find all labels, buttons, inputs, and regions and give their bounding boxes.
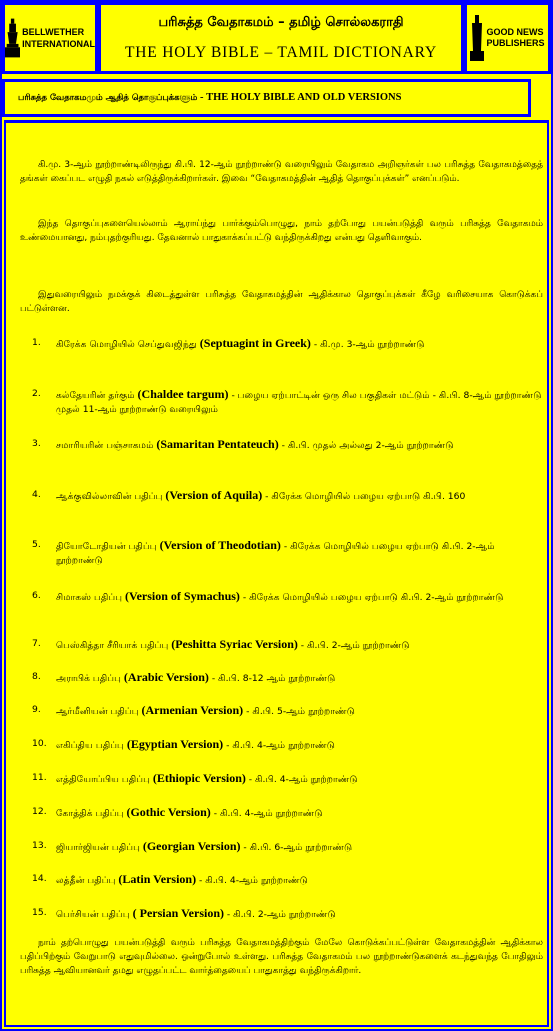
version-english-name: (Septuagint in Greek)	[199, 336, 311, 350]
version-tamil-name: சமாரியரின் பஞ்சாகமம்	[56, 440, 157, 451]
version-english-name: ( Persian Version)	[132, 906, 224, 920]
version-number: 12.	[32, 806, 47, 817]
version-english-name: (Arabic Version)	[123, 670, 209, 684]
version-english-name: (Georgian Version)	[142, 839, 241, 853]
version-tamil-name: தியோடோதியன் பதிப்பு	[56, 541, 160, 552]
title-box	[98, 2, 464, 74]
version-number: 13.	[32, 840, 47, 851]
version-tamil-name: ஜியார்ஜியன் பதிப்பு	[56, 842, 143, 853]
version-text	[56, 387, 543, 417]
version-number: 6.	[32, 590, 41, 601]
version-date: - கி.பி. 4-ஆம் நூற்றாண்டு	[223, 740, 335, 751]
intro-paragraph-1: கி.மு. 3-ஆம் நூற்றாண்டிலிருந்து கி.பி. 12-ஆம் நூற்றாண்டு வரையிலும் வேதாகம அறிஞர்கள் பல பரிசுத்த வேதாகமத்தைத் தங்கள் கைப்பட எழுதி நகல் எடுத்திருக்கிறார்கள். இவை “வேதாகமத்தின் ஆதித் தொகுப்புக்கள்” எனப்படும்.	[20, 160, 543, 184]
section-heading-separator: -	[197, 92, 207, 103]
version-date: - கிரேக்க மொழியில் பழைய ஏற்பாடு கி.பி. 160	[262, 491, 466, 502]
right-logo-line2: PUBLISHERS	[486, 38, 545, 48]
version-list-item	[32, 589, 543, 605]
version-date: - கி.பி. 8-12 ஆம் நூற்றாண்டு	[208, 673, 336, 684]
version-tamil-name: பெர்சியன் பதிப்பு	[56, 909, 133, 920]
version-date: - பழைய ஏற்பாட்டின் ஒரு சில பகுதிகள் மட்டும் - கி.பி. 8-ஆம் நூற்றாண்டு முதல் 11-ஆம் நூற்றாண்டு வரையிலும்	[56, 390, 542, 415]
version-date: - கி.பி. 4-ஆம் நூற்றாண்டு	[196, 875, 308, 886]
version-text	[56, 839, 543, 855]
version-date: - கி.பி. 4-ஆம் நூற்றாண்டு	[245, 774, 358, 785]
bell-tower-icon	[5, 15, 20, 61]
title-tamil: பரிசுத்த வேதாகமம் – தமிழ் சொல்லகராதி	[158, 15, 404, 30]
left-logo-line1: BELLWETHER	[22, 27, 85, 37]
version-text	[56, 703, 543, 719]
version-date: - கி.மு. 3-ஆம் நூற்றாண்டு	[310, 339, 425, 350]
version-date: - கி.பி. 2-ஆம் நூற்றாண்டு	[297, 640, 410, 651]
version-list-item	[32, 437, 543, 453]
section-heading	[2, 79, 531, 117]
tower-icon	[470, 15, 484, 61]
version-number: 2.	[32, 388, 41, 399]
version-english-name: (Chaldee targum)	[137, 387, 229, 401]
version-english-name: (Armenian Version)	[141, 703, 244, 717]
version-english-name: (Samaritan Pentateuch)	[156, 437, 279, 451]
good-news-logo	[464, 2, 551, 74]
version-date: - கி.பி. 2-ஆம் நூற்றாண்டு	[224, 909, 336, 920]
version-tamil-name: எத்தியோப்பிய பதிப்பு	[56, 774, 153, 785]
version-text	[56, 737, 543, 753]
version-tamil-name: சிமாகஸ் பதிப்பு	[56, 592, 126, 603]
version-text	[56, 805, 543, 821]
version-tamil-name: கிரேக்க மொழியில் செப்துவஜிந்து	[56, 339, 200, 350]
version-list-item	[32, 637, 543, 653]
version-number: 8.	[32, 671, 41, 682]
version-list-item	[32, 488, 543, 504]
version-number: 9.	[32, 704, 41, 715]
content-box	[4, 120, 549, 1027]
version-tamil-name: ஆக்குவில்லாவின் பதிப்பு	[56, 491, 166, 502]
version-text	[56, 336, 543, 352]
version-english-name: (Ethiopic Version)	[152, 771, 246, 785]
version-english-name: (Peshitta Syriac Version)	[171, 637, 298, 651]
version-english-name: (Latin Version)	[118, 872, 197, 886]
right-logo-line1: GOOD NEWS	[486, 27, 544, 37]
version-english-name: (Version of Symachus)	[125, 589, 240, 603]
version-list-item	[32, 336, 543, 352]
version-number: 15.	[32, 907, 47, 918]
version-date: - கிரேக்க மொழியில் பழைய ஏற்பாடு கி.பி. 2-ஆம் நூற்றாண்டு	[56, 541, 495, 566]
left-logo-line2: INTERNATIONAL	[22, 39, 95, 49]
version-list-item	[32, 771, 543, 787]
closing-paragraph: நாம் தற்பொழுது பயன்படுத்தி வரும் பரிசுத்த வேதாகமத்திற்கும் மேலே கொடுக்கப்பட்டுள்ள வேதாகமத்தின் ஆதிக்கால பதிப்பிற்கும் வேறுபாடு எதுவுமில்லை. ஒன்றுபோல் உள்ளது. பரிசுத்த வேதாகமம் பல நூற்றாண்டுகளைக் கடந்துவந்த போதிலும் பரிசுத்த ஆவியானவர் தமது எழுதப்பட்ட வார்த்தையைப் பாதுகாத்து வந்திருக்கிறார்.	[20, 938, 543, 976]
version-list-item	[32, 387, 543, 417]
title-english: THE HOLY BIBLE – TAMIL DICTIONARY	[125, 44, 437, 61]
version-list-item	[32, 906, 543, 922]
version-text	[56, 488, 543, 504]
version-tamil-name: எகிப்திய பதிப்பு	[56, 740, 127, 751]
intro-paragraph-3: இதுவரையிலும் நமக்குக் கிடைத்துள்ள பரிசுத்த வேதாகமத்தின் ஆதிக்கால தொகுப்புக்கள் கீழே வரிசையாக கொடுக்கப் பட்டுள்ளன.	[20, 290, 543, 314]
version-date: - கி.பி. 5-ஆம் நூற்றாண்டு	[243, 706, 355, 717]
version-tamil-name: கோத்திக் பதிப்பு	[56, 808, 127, 819]
version-tamil-name: அராபிக் பதிப்பு	[56, 673, 124, 684]
version-text	[56, 872, 543, 888]
version-text	[56, 589, 543, 605]
version-text	[56, 771, 543, 787]
version-number: 3.	[32, 438, 41, 449]
version-list-item	[32, 872, 543, 888]
version-list-item	[32, 805, 543, 821]
version-english-name: (Version of Theodotian)	[159, 538, 281, 552]
version-list-item	[32, 703, 543, 719]
version-tamil-name: ஆர்மீனியன் பதிப்பு	[56, 706, 142, 717]
version-text	[56, 538, 543, 568]
version-text	[56, 437, 543, 453]
version-number: 14.	[32, 873, 47, 884]
version-number: 4.	[32, 489, 41, 500]
version-text	[56, 906, 543, 922]
version-date: - கி.பி. முதல் அல்லது 2-ஆம் நூற்றாண்டு	[278, 440, 454, 451]
intro-paragraph-2: இந்த தொகுப்புகளையெல்லாம் ஆராய்ந்து பார்க்கும்பொழுது, நாம் தற்போது பயன்படுத்தி வரும் பரிசுத்த வேதாகமம் உண்மையானது, நம்புதற்குரியது. தேவனால் பாதுகாக்கப்பட்டு வந்திருக்கிறது என்பது தெளிவாகும்.	[20, 219, 543, 243]
version-number: 7.	[32, 638, 41, 649]
version-number: 11.	[32, 772, 47, 783]
section-heading-english: THE HOLY BIBLE AND OLD VERSIONS	[206, 92, 402, 103]
version-tamil-name: லத்தீன் பதிப்பு	[56, 875, 119, 886]
version-english-name: (Gothic Version)	[126, 805, 211, 819]
version-english-name: (Egyptian Version)	[126, 737, 224, 751]
version-list-item	[32, 538, 543, 568]
version-text	[56, 637, 543, 653]
version-date: - கி.பி. 6-ஆம் நூற்றாண்டு	[240, 842, 353, 853]
version-tamil-name: பெஸ்கித்தா சீரியாக் பதிப்பு	[56, 640, 172, 651]
version-text	[56, 670, 543, 686]
bellwether-logo	[2, 2, 98, 74]
version-date: - கிரேக்க மொழியில் பழைய ஏற்பாடு கி.பி. 2-ஆம் நூற்றாண்டு	[239, 592, 504, 603]
version-english-name: (Version of Aquila)	[165, 488, 263, 502]
version-list-item	[32, 839, 543, 855]
version-list-item	[32, 737, 543, 753]
version-number: 5.	[32, 539, 41, 550]
version-list-item	[32, 670, 543, 686]
version-number: 1.	[32, 337, 41, 348]
version-tamil-name: கல்தேயரின் தர்கும்	[56, 390, 138, 401]
section-heading-tamil: பரிசுத்த வேதாகமமும் ஆதித் தொகுப்புக்களும்	[18, 93, 198, 103]
version-number: 10.	[32, 738, 47, 749]
version-date: - கி.பி. 4-ஆம் நூற்றாண்டு	[210, 808, 323, 819]
